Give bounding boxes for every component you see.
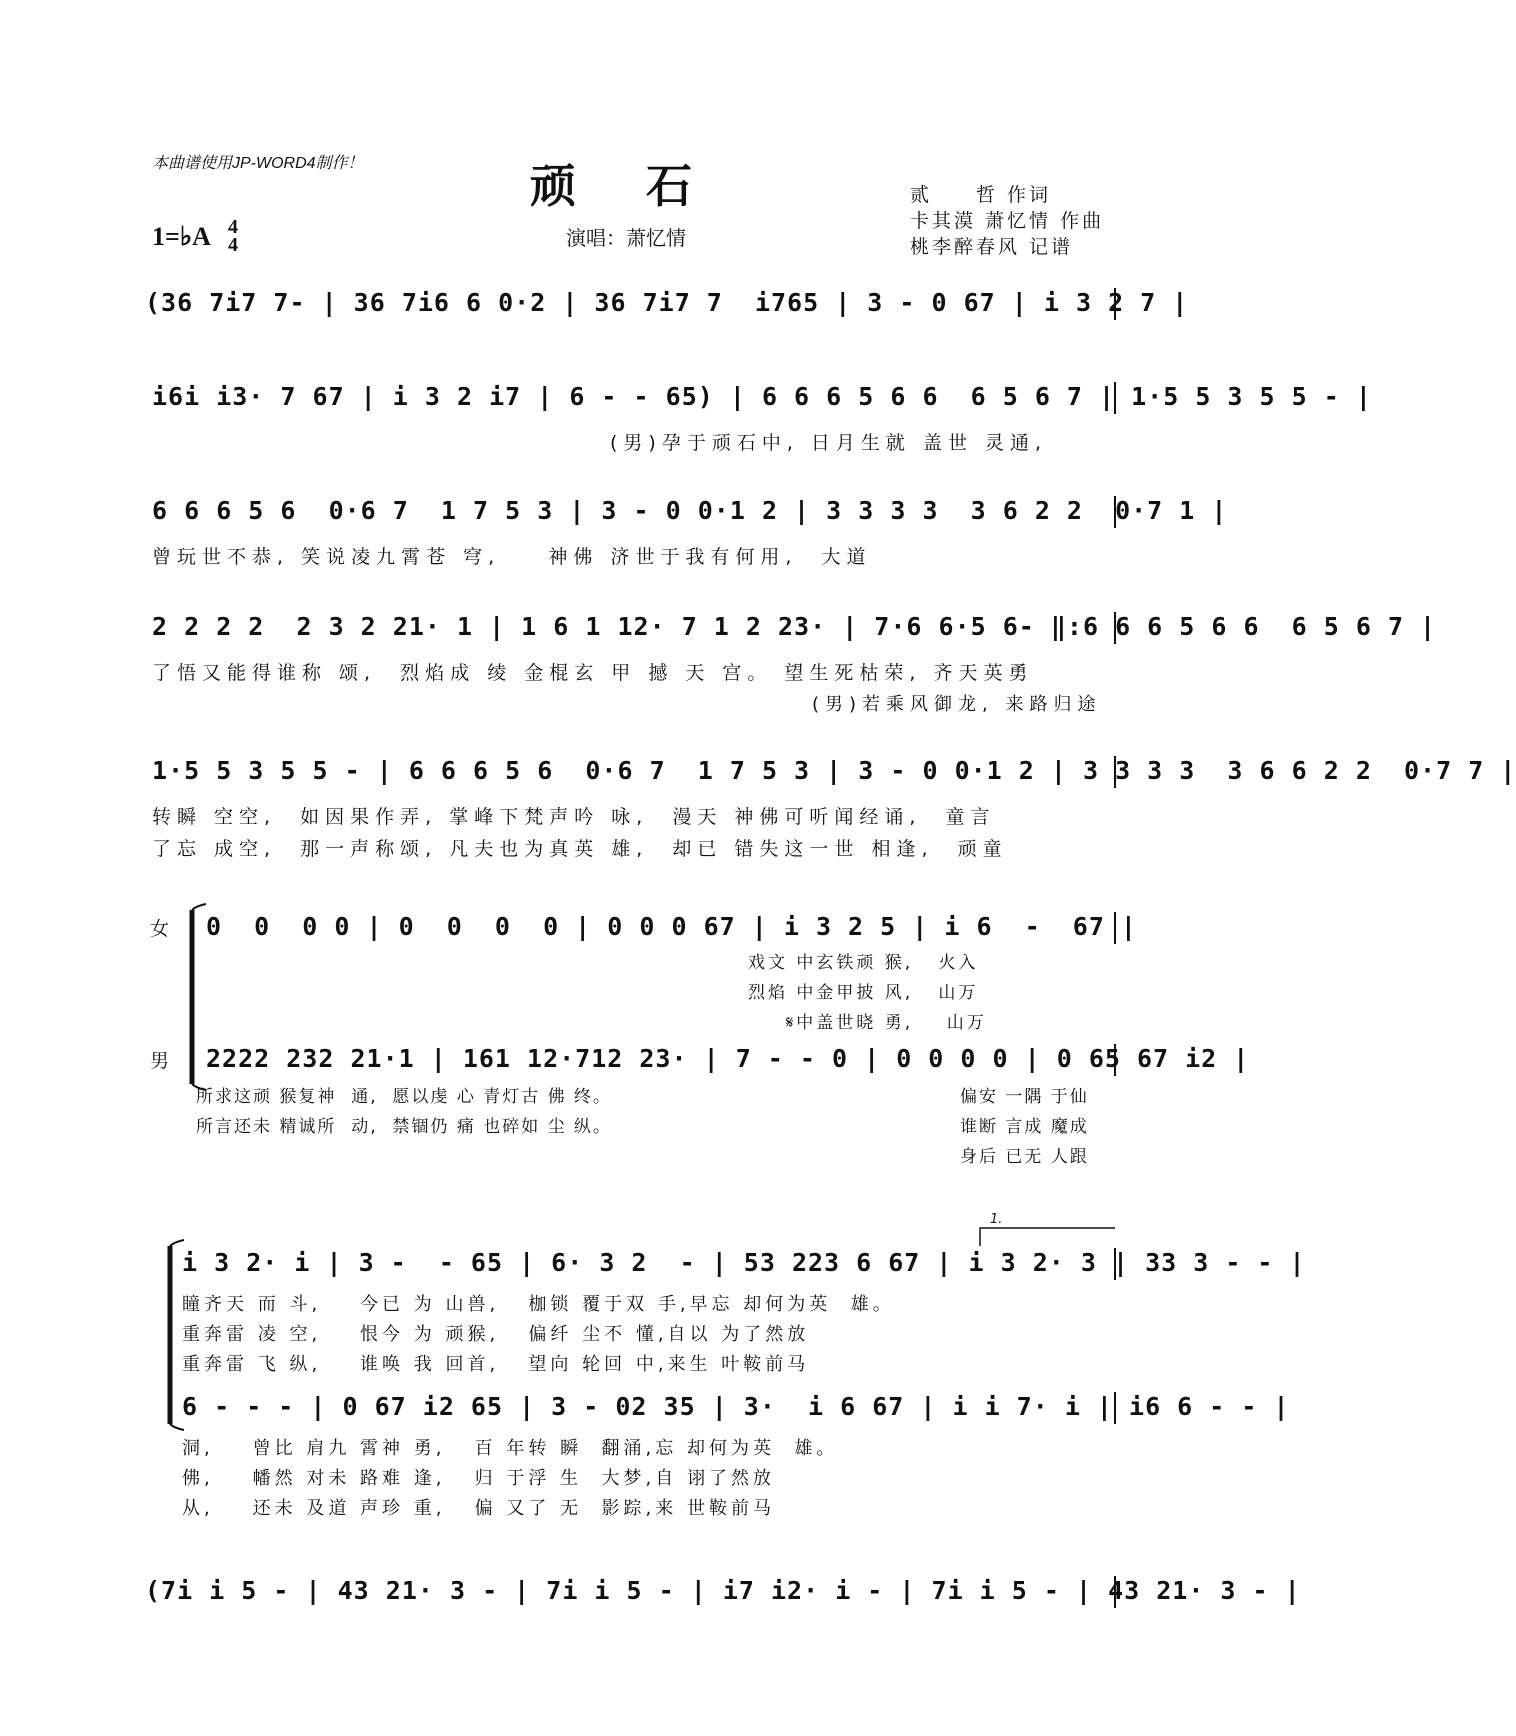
female-notation-row-6: 0 0 0 0 | 0 0 0 0 | 0 0 0 67 | i 3 2 5 | i 6 - 67 |: [206, 912, 1137, 941]
female-lyrics-row-6-line-2: 烈焰 中金甲披 风, 山万: [748, 983, 979, 1003]
male-notation-row-7: 6 - - - | 0 67 i2 65 | 3 - 02 35 | 3· i 6 67 | i i 7· i | i6 6 - - |: [182, 1392, 1290, 1421]
singer-label: 演唱：萧忆情: [566, 226, 686, 250]
female-lyrics-row-7-line-2: 重奔雷 凌 空, 恨今 为 顽猴, 偏纤 尘不 懂,自以 为了然放: [182, 1324, 810, 1345]
female-lyrics-row-6-line-1: 戏文 中玄铁顽 猴, 火入: [748, 953, 979, 973]
song-title: 顽石: [530, 159, 762, 213]
notation-row-4: 2 2 2 2 2 3 2 21· 1 | 1 6 1 12· 7 1 2 23· | 7·6 6·5 6- ‖:6 6 6 5 6 6 6 5 6 7 |: [152, 612, 1437, 641]
male-notation-row-6: 2222 232 21·1 | 161 12·712 23· | 7 - - 0 | 0 0 0 0 | 0 65 67 i2 |: [206, 1044, 1250, 1073]
software-credit: 本曲谱使用JP-WORD4制作！: [152, 155, 364, 172]
notation-row-2: i6i i3· 7 67 | i 3 2 i7 | 6 - - 65) | 6 6 6 5 6 6 6 5 6 7 | 1·5 5 3 5 5 - |: [152, 382, 1372, 411]
male-lyrics-row-7-line-1: 洞, 曾比 肩九 霄神 勇, 百 年转 瞬 翻涌,忘 却何为英 雄。: [182, 1438, 839, 1459]
male-lyrics-row-7-line-2: 佛, 幡然 对未 路难 逢, 归 于浮 生 大梦,自 诩了然放: [182, 1468, 775, 1489]
male-lyrics-row-6-line-4: 谁断 言成 魔成: [960, 1117, 1089, 1137]
lyrics-row-4-line-1: 了悟又能得谁称 颂, 烈焰成 绫 金棍玄 甲 撼 天 宫。 望生死枯荣, 齐天英勇: [152, 662, 1034, 684]
notation-row-5: 1·5 5 3 5 5 - | 6 6 6 5 6 0·6 7 1 7 5 3 | 3 - 0 0·1 2 | 3 3 3 3 3 6 6 2 2 0·7 7 |: [152, 756, 1516, 785]
author-credits: [910, 182, 1104, 260]
lyricist: 贰 哲 作词: [910, 184, 1052, 206]
female-lyrics-row-7-line-1: 瞳齐天 而 斗, 今已 为 山兽, 枷锁 覆于双 手,早忘 却何为英 雄。: [182, 1294, 895, 1315]
time-signature: [228, 218, 238, 254]
male-lyrics-row-6-line-5: 身后 已无 人跟: [960, 1147, 1089, 1167]
female-lyrics-row-7-line-3: 重奔雷 飞 纵, 谁唤 我 回首, 望向 轮回 中,来生 叶鞍前马: [182, 1354, 810, 1375]
notation-row-8: (7i i 5 - | 43 21· 3 - | 7i i 5 - | i7 i2· i - | 7i i 5 - | 43 21· 3 - |: [145, 1576, 1301, 1605]
lyrics-row-5-line-1: 转瞬 空空, 如因果作弄, 掌峰下梵声吟 咏, 漫天 神佛可听闻经诵, 童言: [152, 806, 996, 828]
notation-row-3: 6 6 6 5 6 0·6 7 1 7 5 3 | 3 - 0 0·1 2 | 3 3 3 3 3 6 2 2 0·7 1 |: [152, 496, 1228, 525]
female-notation-row-7: i 3 2· i | 3 - - 65 | 6· 3 2 - | 53 223 6 67 | i 3 2· 3 | 33 3 - - |: [182, 1248, 1306, 1277]
key-signature: 1=♭A: [152, 222, 211, 251]
part-label-male: 男: [150, 1050, 170, 1072]
male-lyrics-row-6-line-1: 所求这顽 猴复神 通, 愿以虔 心 青灯古 佛 终。: [196, 1087, 613, 1107]
lyrics-row-4-line-2: (男)若乘风御龙, 来路归途: [812, 694, 1102, 715]
lyrics-row-2: (男)孕于顽石中, 日月生就 盖世 灵通,: [610, 432, 1048, 454]
transcriber: 桃李醉春风 记谱: [910, 236, 1074, 258]
notation-row-1: (36 7i7 7- | 36 7i6 6 0·2 | 36 7i7 7 i765 | 3 - 0 67 | i 3 2 7 |: [145, 288, 1189, 317]
time-bottom: 4: [228, 234, 238, 256]
lyrics-row-5-line-2: 了忘 成空, 那一声称颂, 凡夫也为真英 雄, 却已 错失这一世 相逢, 顽童: [152, 838, 1008, 860]
male-lyrics-row-7-line-3: 从, 还未 及道 声珍 重, 偏 又了 无 影踪,来 世鞍前马: [182, 1498, 775, 1519]
lyrics-row-3: 曾玩世不恭, 笑说凌九霄苍 穹, 神佛 济世于我有何用, 大道: [152, 546, 872, 568]
male-lyrics-row-6-line-3: 偏安 一隅 于仙: [960, 1087, 1089, 1107]
part-label-female: 女: [150, 918, 170, 940]
male-lyrics-row-6-line-2: 所言还未 精诚所 动, 禁锢仍 痛 也碎如 尘 纵。: [196, 1117, 613, 1137]
time-top: 4: [228, 216, 238, 238]
female-lyrics-row-6-line-3: 𝄋中盖世晓 勇, 山万: [786, 1013, 987, 1033]
volta-label: 1.: [990, 1212, 1003, 1227]
composer: 卡其漠 萧忆情 作曲: [910, 210, 1105, 232]
